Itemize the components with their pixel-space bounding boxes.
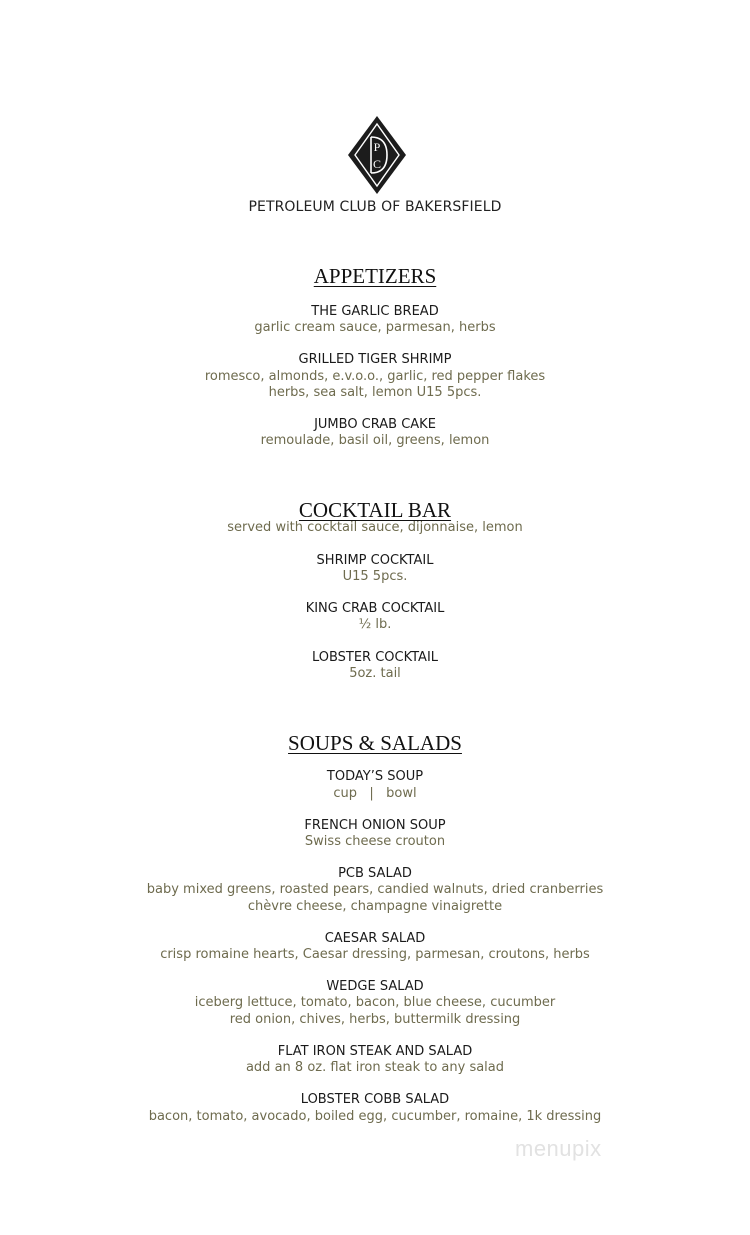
menu-item-description: bacon, tomato, avocado, boiled egg, cucumber, romaine, 1k dressing bbox=[148, 1109, 602, 1124]
menu-item-description: iceberg lettuce, tomato, bacon, blue cheese, cucumber bbox=[194, 995, 556, 1010]
club-name: PETROLEUM CLUB OF BAKERSFIELD bbox=[248, 199, 502, 215]
menu-item-description: 5oz. tail bbox=[349, 666, 401, 681]
menu-item-description: garlic cream sauce, parmesan, herbs bbox=[254, 320, 496, 335]
soups-salads-heading: SOUPS & SALADS bbox=[288, 731, 462, 755]
menu-item-description: ½ lb. bbox=[358, 617, 392, 632]
menu-item-name: LOBSTER COBB SALAD bbox=[300, 1092, 450, 1107]
menu-item-name: WEDGE SALAD bbox=[326, 979, 424, 994]
menu-item-name: FRENCH ONION SOUP bbox=[304, 818, 446, 833]
menu-item-name: CAESAR SALAD bbox=[324, 931, 426, 946]
menu-item-description: U15 5pcs. bbox=[342, 569, 408, 584]
svg-text:C: C bbox=[372, 157, 382, 171]
cocktail-bar-subtitle: served with cocktail sauce, dijonnaise, lemon bbox=[227, 520, 523, 535]
menu-item-name: GRILLED TIGER SHRIMP bbox=[298, 352, 452, 367]
menu-item-name: LOBSTER COCKTAIL bbox=[311, 650, 439, 665]
appetizers-heading: APPETIZERS bbox=[313, 264, 437, 288]
menu-item-description: add an 8 oz. flat iron steak to any salad bbox=[245, 1060, 505, 1075]
menu-item-name: JUMBO CRAB CAKE bbox=[314, 417, 436, 432]
watermark: menupix bbox=[515, 1136, 602, 1161]
menu-item-name: FLAT IRON STEAK AND SALAD bbox=[277, 1044, 473, 1059]
svg-text:P: P bbox=[373, 140, 381, 154]
menu-item-name: TODAY’S SOUP bbox=[326, 769, 424, 784]
menu-item-description: herbs, sea salt, lemon U15 5pcs. bbox=[268, 385, 482, 400]
menu-item-description: cup | bowl bbox=[333, 786, 417, 801]
menu-item-description: romesco, almonds, e.v.o.o., garlic, red pepper flakes bbox=[204, 369, 546, 384]
menu-item-description: crisp romaine hearts, Caesar dressing, parmesan, croutons, herbs bbox=[160, 947, 590, 962]
menu-item-description: Swiss cheese crouton bbox=[304, 834, 446, 849]
cocktail-bar-heading: COCKTAIL BAR bbox=[298, 498, 452, 522]
club-logo bbox=[347, 115, 407, 195]
menu-item-name: PCB SALAD bbox=[338, 866, 412, 881]
menu-item-name: THE GARLIC BREAD bbox=[311, 304, 439, 319]
menu-item-name: SHRIMP COCKTAIL bbox=[316, 553, 434, 568]
menu-item-description: red onion, chives, herbs, buttermilk dressing bbox=[229, 1012, 521, 1027]
menu-item-description: baby mixed greens, roasted pears, candied walnuts, dried cranberries bbox=[146, 882, 604, 897]
menu-item-description: chèvre cheese, champagne vinaigrette bbox=[247, 899, 503, 914]
menu-item-name: KING CRAB COCKTAIL bbox=[305, 601, 445, 616]
menu-item-description: remoulade, basil oil, greens, lemon bbox=[260, 433, 490, 448]
